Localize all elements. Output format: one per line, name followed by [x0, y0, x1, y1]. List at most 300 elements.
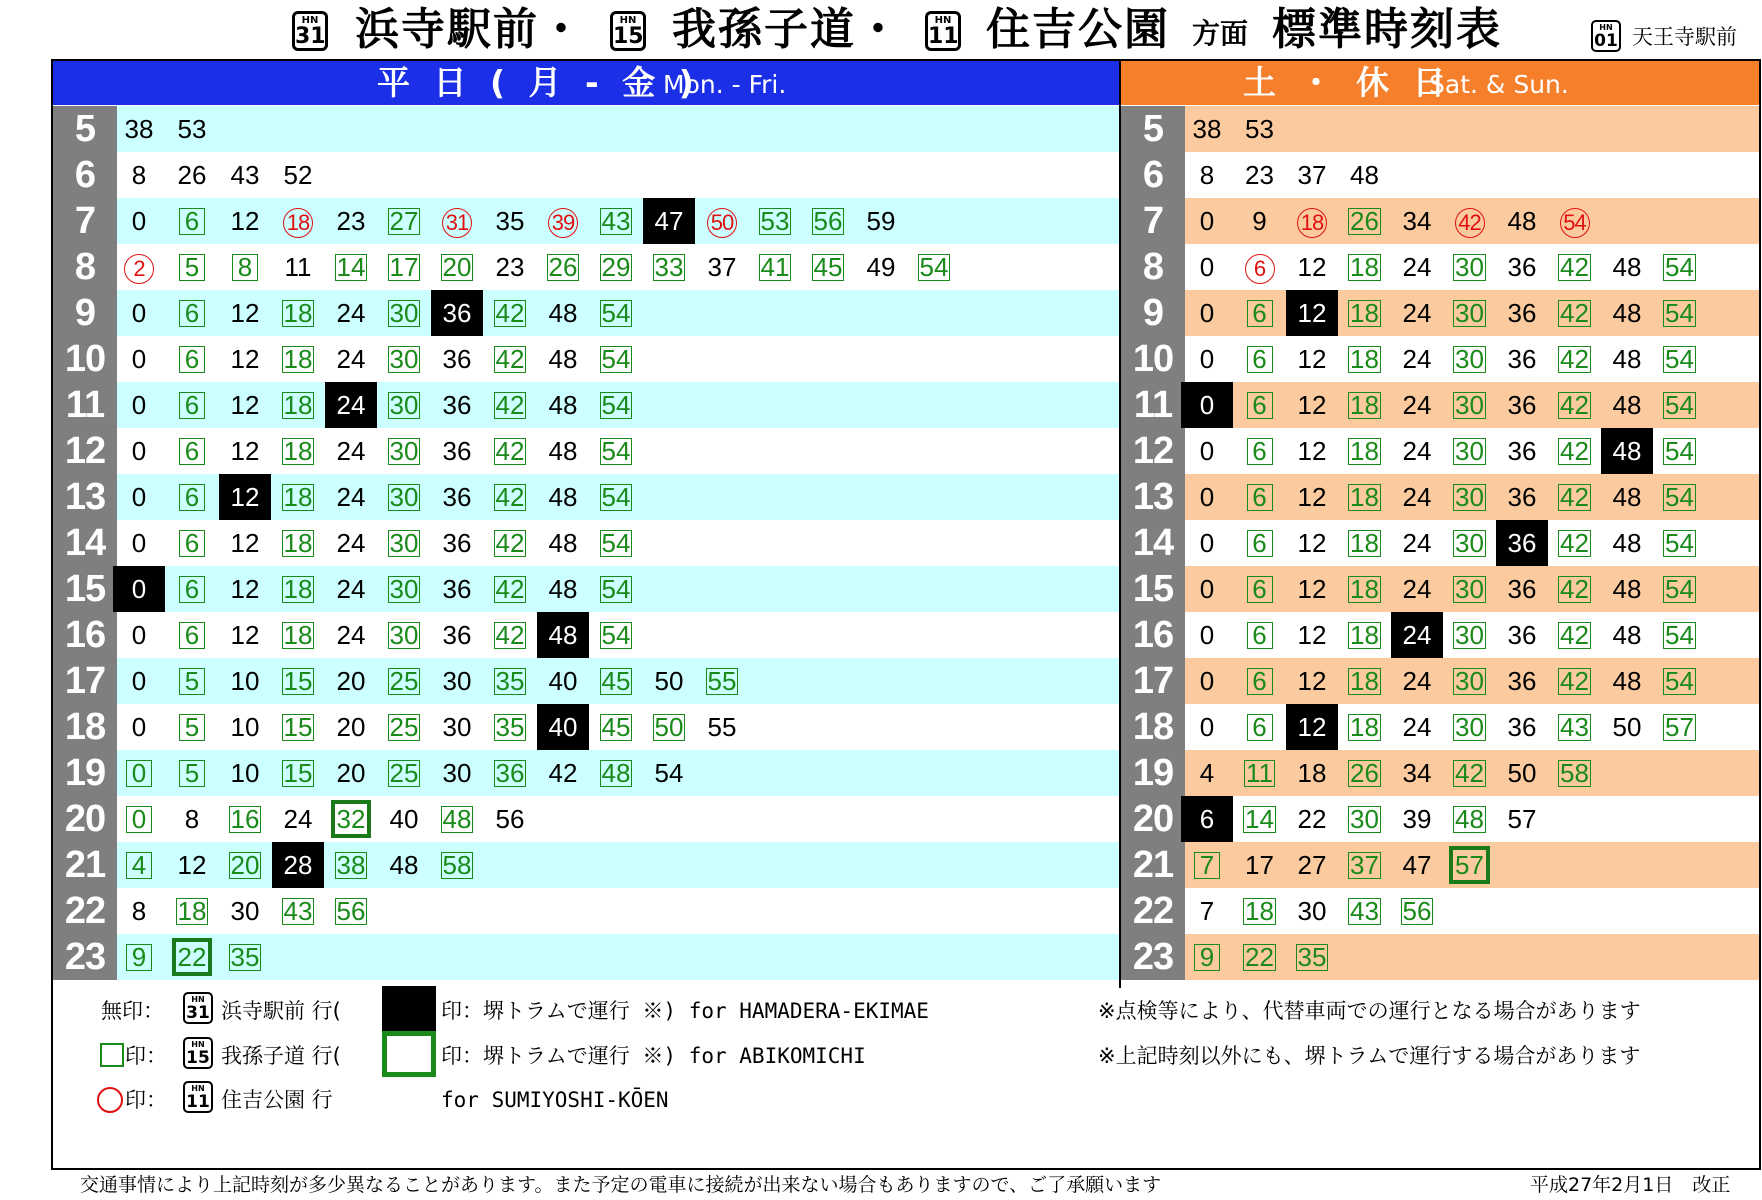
departure-time — [1391, 566, 1443, 612]
departure-time — [1181, 336, 1233, 382]
departure-minute: 54 — [654, 758, 684, 788]
departure-minute: 6 — [179, 530, 205, 557]
departure-time-abikomichi — [590, 750, 642, 796]
departure-time-abikomichi — [272, 566, 324, 612]
departure-time-abikomichi — [1654, 290, 1706, 336]
departure-time — [1601, 566, 1653, 612]
departure-minute: 27 — [389, 206, 419, 236]
departure-time — [325, 704, 377, 750]
holiday-label-jp: 土 ・ 休 日 — [1243, 63, 1452, 102]
departure-minute: 4 — [126, 852, 152, 879]
hour-row — [53, 244, 1119, 290]
departure-minute: 24 — [1402, 298, 1432, 328]
departure-minute: 5 — [179, 714, 205, 741]
departure-minute: 48 — [1612, 252, 1642, 282]
departure-minute: 49 — [866, 252, 896, 282]
hour-row — [53, 750, 1119, 796]
departure-time-tram — [537, 704, 589, 750]
departure-minute: 37 — [1297, 160, 1327, 190]
departure-minute: 9 — [1194, 944, 1220, 971]
departure-time-abikomichi — [219, 796, 271, 842]
departure-minute: 12 — [1297, 528, 1327, 558]
legend-dest-hamadera: 浜寺駅前 行( — [221, 999, 341, 1023]
hour-row — [1121, 934, 1759, 980]
departure-time — [113, 382, 165, 428]
departure-minute: 24 — [336, 620, 366, 650]
departure-minute: 15 — [283, 758, 313, 788]
hour-row — [53, 796, 1119, 842]
minutes-area — [117, 796, 1119, 842]
departure-time-abikomichi — [1549, 244, 1601, 290]
legend-square-icon — [100, 1043, 124, 1067]
hour-label: 21 — [1121, 842, 1185, 888]
departure-minute: 48 — [548, 482, 578, 512]
departure-time — [1181, 244, 1233, 290]
departure-time-abikomichi — [378, 474, 430, 520]
departure-time — [219, 612, 271, 658]
departure-minute: 57 — [1665, 712, 1694, 742]
departure-minute: 36 — [1507, 482, 1537, 512]
departure-time-abikomichi — [166, 612, 218, 658]
departure-time-abikomichi — [1654, 474, 1706, 520]
departure-time-abikomichi — [166, 382, 218, 428]
departure-minute: 6 — [1247, 530, 1273, 557]
departure-minute: 20 — [336, 712, 366, 742]
departure-time-sumiyoshi — [537, 198, 589, 244]
hour-label: 17 — [53, 658, 117, 704]
departure-time — [272, 152, 324, 198]
departure-minute: 0 — [1199, 574, 1215, 604]
hour-row — [1121, 244, 1759, 290]
departure-time-abikomichi — [272, 520, 324, 566]
departure-time-abikomichi — [484, 290, 536, 336]
hour-label: 11 — [1121, 382, 1185, 428]
departure-minute: 26 — [177, 160, 207, 190]
departure-time-abikomichi — [166, 474, 218, 520]
departure-minute: 31 — [442, 208, 472, 238]
departure-minute: 18 — [283, 390, 313, 420]
departure-minute: 26 — [548, 252, 578, 282]
departure-minute: 59 — [866, 206, 896, 236]
departure-minute: 0 — [1199, 252, 1215, 282]
departure-minute: 57 — [1449, 846, 1490, 884]
departure-minute: 48 — [442, 804, 472, 834]
departure-minute: 25 — [389, 666, 419, 696]
departure-minute: 25 — [389, 758, 419, 788]
departure-minute: 42 — [495, 344, 525, 374]
hour-label: 23 — [1121, 934, 1185, 980]
hour-row — [1121, 152, 1759, 198]
departure-minute: 36 — [495, 758, 525, 788]
departure-time-abikomichi — [1549, 474, 1601, 520]
hour-row — [1121, 474, 1759, 520]
legend-tram-green-swatch — [382, 1031, 436, 1077]
departure-minute: 30 — [1455, 390, 1484, 420]
departure-time-abikomichi — [1549, 382, 1601, 428]
departure-time — [325, 336, 377, 382]
minutes-area — [1185, 290, 1759, 336]
departure-time — [1496, 290, 1548, 336]
departure-minute: 12 — [230, 390, 260, 420]
departure-time-abikomichi — [1444, 382, 1496, 428]
departure-minute: 48 — [1612, 482, 1642, 512]
hour-row — [1121, 382, 1759, 428]
departure-minute: 24 — [336, 528, 366, 558]
departure-time — [1286, 428, 1338, 474]
departure-time — [484, 244, 536, 290]
departure-time — [1286, 566, 1338, 612]
departure-minute: 0 — [131, 482, 147, 512]
departure-time-abikomichi — [1339, 382, 1391, 428]
departure-time-abikomichi — [166, 336, 218, 382]
departure-time-tram — [537, 612, 589, 658]
departure-minute: 42 — [1560, 574, 1589, 604]
departure-time — [325, 198, 377, 244]
departure-minute: 36 — [442, 390, 472, 420]
departure-time — [537, 658, 589, 704]
station-number-badge-15: HN 15 — [610, 11, 646, 51]
departure-minute: 36 — [442, 574, 472, 604]
departure-minute: 24 — [1402, 344, 1432, 374]
departure-time — [537, 750, 589, 796]
departure-time — [1601, 290, 1653, 336]
departure-minute: 42 — [548, 758, 578, 788]
departure-minute: 18 — [177, 896, 207, 926]
hour-label: 23 — [53, 934, 117, 980]
departure-time-abikomichi — [590, 566, 642, 612]
departure-minute: 6 — [179, 392, 205, 419]
departure-time-abikomichi — [484, 750, 536, 796]
departure-time-abikomichi — [166, 566, 218, 612]
hour-label: 22 — [53, 888, 117, 934]
timetable-title: 標準時刻表 — [1272, 4, 1502, 55]
departure-time — [537, 520, 589, 566]
departure-time-abikomichi — [272, 750, 324, 796]
departure-time — [1391, 520, 1443, 566]
legend-square-mark: 印： — [125, 1044, 167, 1068]
departure-time-tram — [1601, 428, 1653, 474]
departure-minute: 0 — [1199, 666, 1215, 696]
departure-minute: 18 — [283, 298, 313, 328]
departure-time — [484, 796, 536, 842]
departure-minute: 24 — [1402, 390, 1432, 420]
departure-time-abikomichi — [1654, 520, 1706, 566]
departure-time — [1391, 290, 1443, 336]
departure-time — [113, 336, 165, 382]
departure-time — [1601, 704, 1653, 750]
departure-minute: 27 — [1297, 850, 1327, 880]
departure-minute: 17 — [389, 252, 419, 282]
hour-label: 16 — [53, 612, 117, 658]
departure-time — [219, 888, 271, 934]
departure-minute: 30 — [389, 574, 419, 604]
departure-minute: 50 — [1612, 712, 1642, 742]
departure-time — [219, 336, 271, 382]
departure-minute: 40 — [389, 804, 419, 834]
departure-time-abikomichi — [1234, 888, 1286, 934]
departure-time — [113, 152, 165, 198]
departure-minute: 30 — [1455, 436, 1484, 466]
departure-time-abikomichi — [113, 796, 165, 842]
hour-row — [1121, 520, 1759, 566]
departure-minute: 0 — [1199, 206, 1215, 236]
departure-time-abikomichi — [378, 382, 430, 428]
minutes-area — [117, 704, 1119, 750]
legend-circle-icon — [97, 1087, 123, 1113]
departure-time-abikomichi — [325, 842, 377, 888]
departure-minute: 39 — [1402, 804, 1432, 834]
departure-minute: 0 — [131, 712, 147, 742]
departure-minute: 29 — [601, 252, 631, 282]
departure-time-abikomichi — [537, 244, 589, 290]
legend-note-inspection: ※点検等により、代替車両での運行となる場合があります — [1098, 999, 1641, 1023]
departure-time-sumiyoshi — [696, 198, 748, 244]
hour-row — [53, 290, 1119, 336]
departure-time-abikomichi — [431, 796, 483, 842]
departure-minute: 23 — [1245, 160, 1274, 190]
departure-minute: 36 — [442, 482, 472, 512]
weekday-label-en: Mon. - Fri. — [663, 70, 787, 99]
departure-time — [1286, 888, 1338, 934]
legend-for-sumiyoshi: for SUMIYOSHI-KŌEN — [441, 1088, 669, 1112]
hour-label: 15 — [53, 566, 117, 612]
departure-minute: 18 — [283, 482, 313, 512]
departure-time-abikomichi — [378, 566, 430, 612]
departure-minute: 6 — [1247, 392, 1273, 419]
departure-minute: 30 — [1455, 344, 1484, 374]
departure-minute: 30 — [1455, 712, 1484, 742]
departure-time-abikomichi — [1444, 428, 1496, 474]
departure-time-abikomichi — [166, 658, 218, 704]
departure-time — [431, 704, 483, 750]
departure-time-abikomichi — [1234, 934, 1286, 980]
hour-label: 13 — [1121, 474, 1185, 520]
departure-minute: 8 — [131, 160, 147, 190]
departure-time — [113, 428, 165, 474]
departure-time-abikomichi — [166, 290, 218, 336]
minutes-area — [1185, 612, 1759, 658]
departure-time-abikomichi — [219, 934, 271, 980]
minutes-area — [117, 474, 1119, 520]
departure-time — [431, 566, 483, 612]
departure-time-abikomichi — [1549, 290, 1601, 336]
departure-minute: 25 — [389, 712, 419, 742]
departure-minute: 42 — [1560, 390, 1589, 420]
departure-minute: 30 — [230, 896, 260, 926]
departure-time — [855, 198, 907, 244]
minutes-area — [117, 612, 1119, 658]
minutes-area — [1185, 198, 1759, 244]
minutes-area — [1185, 934, 1759, 980]
hour-label: 8 — [1121, 244, 1185, 290]
departure-minute: 0 — [131, 298, 147, 328]
departure-time — [1286, 750, 1338, 796]
departure-time-abikomichi — [1234, 336, 1286, 382]
departure-time-abikomichi — [1549, 658, 1601, 704]
departure-time-abikomichi — [696, 658, 748, 704]
departure-minute: 24 — [1402, 620, 1432, 650]
departure-minute: 0 — [1199, 344, 1215, 374]
departure-time-tram-abikomichi — [325, 796, 377, 842]
departure-time-abikomichi — [484, 658, 536, 704]
hour-row — [53, 704, 1119, 750]
hour-row — [1121, 612, 1759, 658]
departure-time-abikomichi — [1654, 336, 1706, 382]
departure-minute: 42 — [495, 436, 525, 466]
departure-time-abikomichi — [166, 244, 218, 290]
minutes-area — [117, 888, 1119, 934]
departure-time — [219, 750, 271, 796]
departure-time-abikomichi — [1444, 336, 1496, 382]
departure-time-abikomichi — [1339, 290, 1391, 336]
departure-minute: 24 — [1402, 712, 1432, 742]
departure-time — [219, 520, 271, 566]
departure-time — [643, 750, 695, 796]
departure-minute: 48 — [548, 344, 578, 374]
departure-minute: 53 — [760, 206, 790, 236]
departure-minute: 6 — [179, 484, 205, 511]
departure-minute: 18 — [1350, 482, 1379, 512]
departure-minute: 23 — [495, 252, 525, 282]
departure-minute: 54 — [1665, 528, 1694, 558]
legend-plain-mark: 無印： — [101, 999, 164, 1023]
departure-minute: 24 — [1402, 252, 1432, 282]
departure-minute: 32 — [331, 800, 372, 838]
departure-minute: 30 — [389, 528, 419, 558]
departure-minute: 42 — [1560, 252, 1589, 282]
hour-row — [53, 428, 1119, 474]
departure-minute: 54 — [1560, 208, 1590, 238]
departure-time — [1181, 566, 1233, 612]
departure-minute: 6 — [1247, 668, 1273, 695]
departure-time — [1496, 198, 1548, 244]
departure-time-abikomichi — [431, 842, 483, 888]
departure-time — [113, 612, 165, 658]
departure-minute: 48 — [1612, 620, 1642, 650]
departure-time-abikomichi — [1234, 704, 1286, 750]
departure-minute: 48 — [548, 390, 578, 420]
destination-sumiyoshi: 住吉公園 — [986, 4, 1170, 55]
departure-minute: 30 — [442, 712, 472, 742]
departure-minute: 6 — [179, 438, 205, 465]
departure-minute: 50 — [654, 712, 684, 742]
hour-row — [1121, 428, 1759, 474]
departure-time-abikomichi — [378, 428, 430, 474]
departure-minute: 11 — [284, 252, 312, 282]
departure-minute: 50 — [654, 666, 684, 696]
departure-time-abikomichi — [1339, 612, 1391, 658]
departure-minute: 53 — [177, 114, 207, 144]
departure-time — [272, 796, 324, 842]
departure-minute: 18 — [1350, 528, 1379, 558]
departure-minute: 16 — [230, 804, 260, 834]
departure-time-abikomichi — [1444, 796, 1496, 842]
departure-minute: 24 — [336, 298, 366, 328]
departure-minute: 54 — [1665, 390, 1694, 420]
departure-minute: 0 — [1199, 436, 1215, 466]
departure-minute: 24 — [1402, 574, 1432, 604]
departure-time-abikomichi — [113, 750, 165, 796]
departure-time — [272, 244, 324, 290]
station-number-badge-01: HN 01 — [1591, 20, 1621, 52]
departure-minute: 43 — [601, 206, 631, 236]
departure-time-abikomichi — [1339, 336, 1391, 382]
departure-minute: 54 — [601, 620, 631, 650]
departure-time-abikomichi — [1444, 290, 1496, 336]
departure-minute: 11 — [1246, 758, 1273, 788]
departure-minute: 54 — [1665, 298, 1694, 328]
minutes-area — [117, 198, 1119, 244]
departure-minute: 0 — [131, 620, 147, 650]
departure-minute: 7 — [1194, 852, 1220, 879]
departure-minute: 18 — [283, 620, 313, 650]
departure-time — [1391, 428, 1443, 474]
legend-badge-31: HN 31 — [183, 992, 213, 1024]
hour-row — [53, 934, 1119, 980]
hour-row — [1121, 750, 1759, 796]
departure-time-abikomichi — [590, 382, 642, 428]
departure-time-abikomichi — [1549, 336, 1601, 382]
departure-time — [537, 474, 589, 520]
departure-minute: 0 — [1199, 620, 1215, 650]
departure-minute: 48 — [1612, 666, 1642, 696]
departure-time-tram — [1286, 290, 1338, 336]
hour-row — [1121, 704, 1759, 750]
departure-minute: 45 — [601, 712, 631, 742]
minutes-area — [117, 106, 1119, 152]
departure-minute: 36 — [442, 298, 472, 328]
departure-time-abikomichi — [272, 474, 324, 520]
minutes-area — [117, 290, 1119, 336]
departure-time — [325, 658, 377, 704]
departure-time-abikomichi — [1234, 290, 1286, 336]
departure-minute: 48 — [548, 620, 578, 650]
departure-time-sumiyoshi — [1444, 198, 1496, 244]
departure-time-abikomichi — [378, 658, 430, 704]
departure-minute: 24 — [336, 482, 366, 512]
hour-row — [1121, 566, 1759, 612]
departure-minute: 10 — [230, 666, 260, 696]
departure-time — [1181, 520, 1233, 566]
departure-minute: 18 — [1350, 344, 1379, 374]
departure-minute: 22 — [1245, 942, 1274, 972]
departure-time — [1496, 336, 1548, 382]
departure-time-abikomichi — [272, 336, 324, 382]
legend-tram-black-swatch — [382, 986, 436, 1032]
departure-time — [1181, 290, 1233, 336]
departure-time-abikomichi — [590, 612, 642, 658]
departure-time-abikomichi — [908, 244, 960, 290]
departure-time-abikomichi — [484, 474, 536, 520]
departure-time-abikomichi — [590, 428, 642, 474]
departure-minute: 0 — [131, 390, 147, 420]
departure-time-abikomichi — [272, 428, 324, 474]
hour-row — [53, 612, 1119, 658]
departure-minute: 48 — [389, 850, 419, 880]
hour-label: 13 — [53, 474, 117, 520]
departure-time-abikomichi — [643, 704, 695, 750]
departure-minute: 18 — [283, 436, 313, 466]
departure-time — [1391, 842, 1443, 888]
departure-time-abikomichi — [590, 244, 642, 290]
departure-time-tram — [1181, 796, 1233, 842]
departure-time-abikomichi — [1654, 612, 1706, 658]
departure-time — [166, 152, 218, 198]
departure-time — [1286, 244, 1338, 290]
departure-minute: 0 — [1199, 528, 1215, 558]
departure-minute: 6 — [1247, 438, 1273, 465]
minutes-area — [117, 520, 1119, 566]
